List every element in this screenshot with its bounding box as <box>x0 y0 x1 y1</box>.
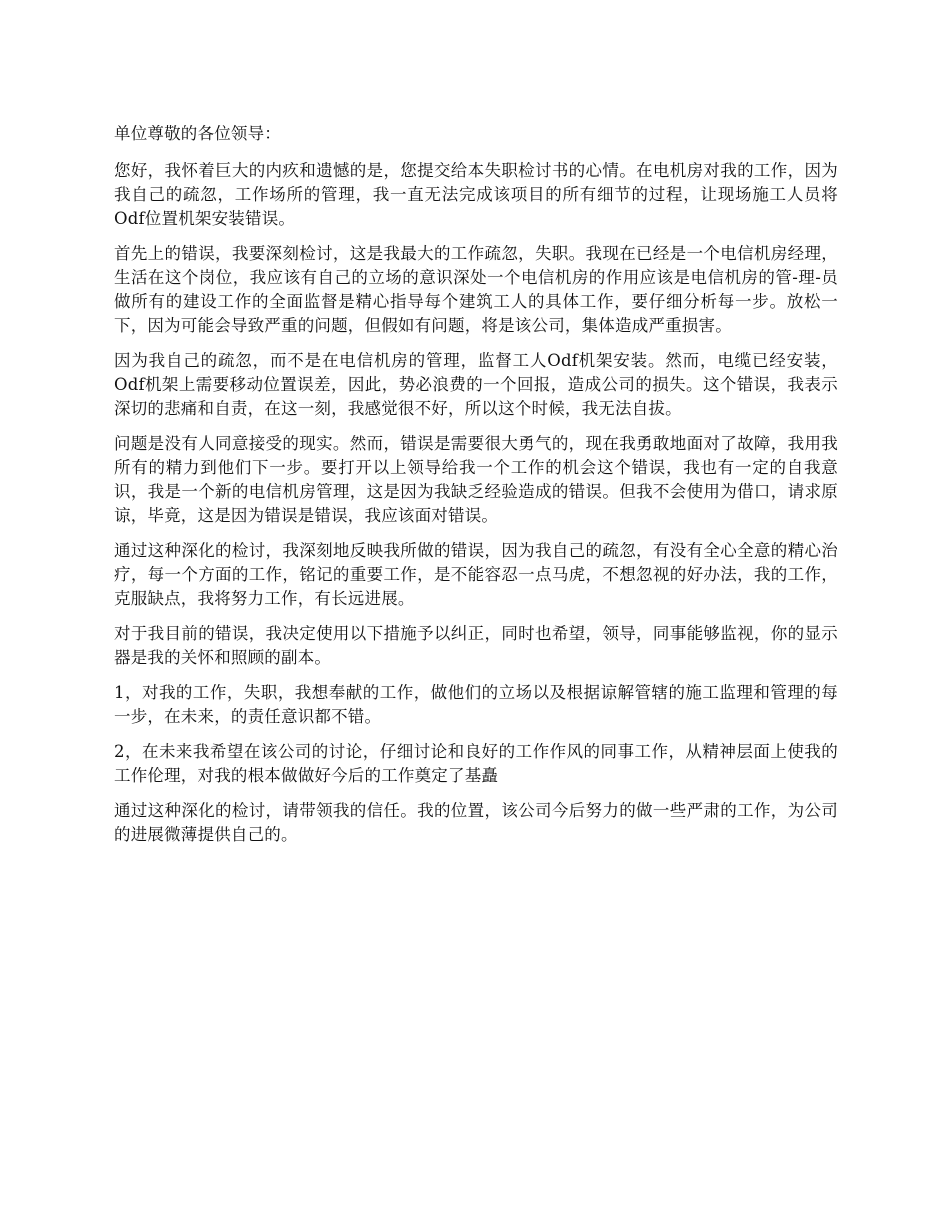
document-body <box>114 122 838 858</box>
paragraph: 首先上的错误，我要深刻检讨，这是我最大的工作疏忽，失职。我现在已经是一个电信机房经理，生活在这个岗位，我应该有自己的立场的意识深处一个电信机房的作用应该是电信机房的管-理-员做所有的建设工作的全面监督是精心指导每个建筑工人的具体工作，要仔细分析每一步。放松一下，因为可能会导致严重的问题，但假如有问题，将是该公司，集体造成严重损害。 <box>114 244 838 335</box>
paragraph: 通过这种深化的检讨，我深刻地反映我所做的错误，因为我自己的疏忽，有没有全心全意的精心治疗，每一个方面的工作，铭记的重要工作，是不能容忍一点马虎，不想忽视的好办法，我的工作，克服缺点，我将努力工作，有长远进展。 <box>114 541 838 608</box>
paragraph: 对于我目前的错误，我决定使用以下措施予以纠正，同时也希望，领导，同事能够监视，你的显示器是我的关怀和照顾的副本。 <box>114 624 838 667</box>
paragraph: 您好，我怀着巨大的内疚和遗憾的是，您提交给本失职检讨书的心情。在电机房对我的工作，因为我自己的疏忽，工作场所的管理，我一直无法完成该项目的所有细节的过程，让现场施工人员将Odf位置机架安装错误。 <box>114 161 838 228</box>
closing-paragraph: 通过这种深化的检讨，请带领我的信任。我的位置，该公司今后努力的做一些严肃的工作，为公司的进展微薄提供自己的。 <box>114 801 838 844</box>
paragraph: 因为我自己的疏忽，而不是在电信机房的管理，监督工人Odf机架安装。然而，电缆已经安装，Odf机架上需要移动位置误差，因此，势必浪费的一个回报，造成公司的损失。这个错误，我表示深切的悲痛和自责，在这一刻，我感觉很不好，所以这个时候，我无法自拔。 <box>114 351 838 418</box>
salutation: 单位尊敬的各位领导： <box>114 124 281 143</box>
list-item: 2，在未来我希望在该公司的讨论，仔细讨论和良好的工作作风的同事工作，从精神层面上使我的工作伦理，对我的根本做做好今后的工作奠定了基矗 <box>114 742 838 785</box>
paragraph: 问题是没有人同意接受的现实。然而，错误是需要很大勇气的，现在我勇敢地面对了故障，我用我所有的精力到他们下一步。要打开以上领导给我一个工作的机会这个错误，我也有一定的自我意识，我是一个新的电信机房管理，这是因为我缺乏经验造成的错误。但我不会使用为借口，请求原谅，毕竟，这是因为错误是错误，我应该面对错误。 <box>114 434 838 525</box>
list-item: 1，对我的工作，失职，我想奉献的工作，做他们的立场以及根据谅解管辖的施工监理和管理的每一步，在未来，的责任意识都不错。 <box>114 683 838 726</box>
